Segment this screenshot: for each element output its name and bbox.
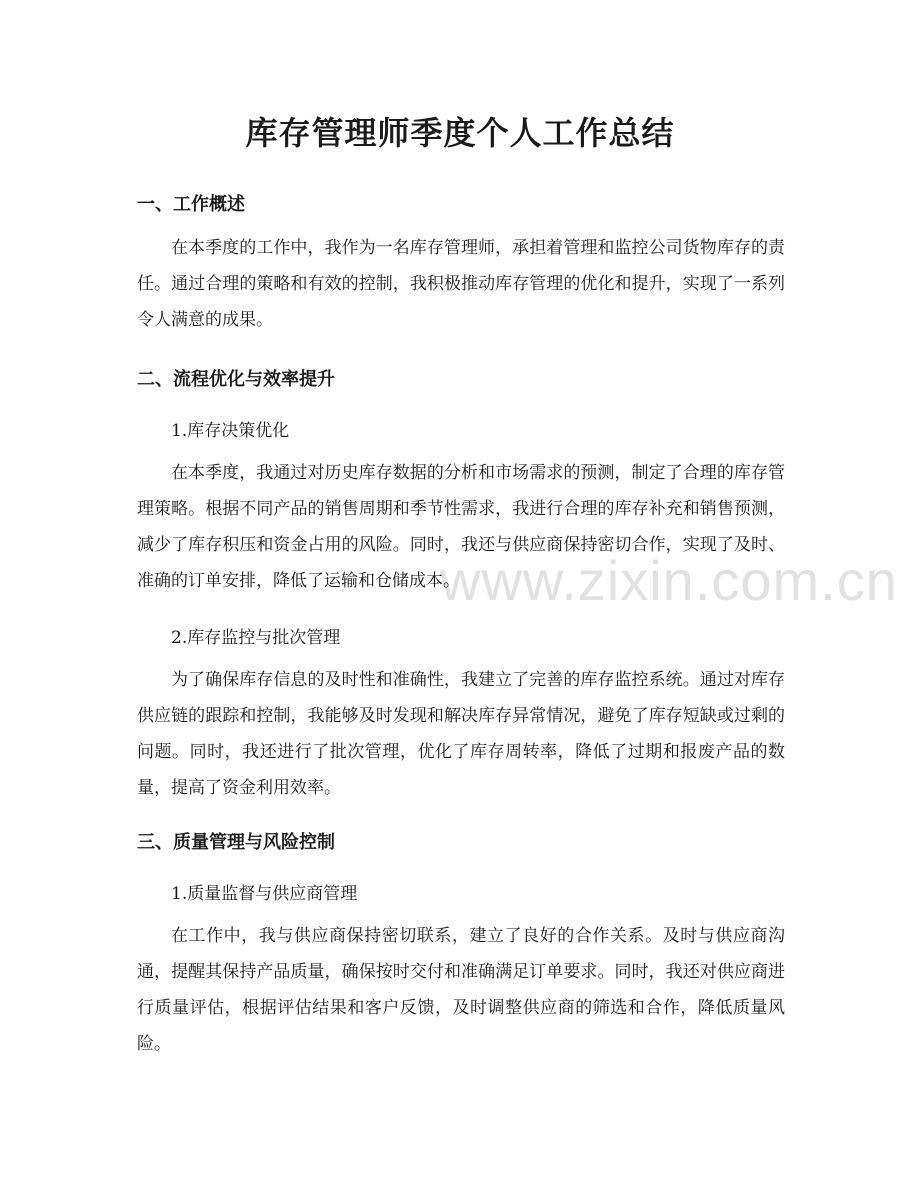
subsection-paragraph-quality-supervision: 在工作中，我与供应商保持密切联系，建立了良好的合作关系。及时与供应商沟通，提醒其保持产品质量，确保按时交付和准确满足订单要求。同时，我还对供应商进行质量评估，根据评估结果和客户反馈，及时调整供应商的筛选和合作，降低质量风险。 — [137, 926, 785, 1054]
section-heading-process: 二、流程优化与效率提升 — [137, 369, 335, 390]
subsection-paragraph-inventory-decision: 在本季度，我通过对历史库存数据的分析和市场需求的预测，制定了合理的库存管理策略。根据不同产品的销售周期和季节性需求，我进行合理的库存补充和销售预测，减少了库存积压和资金占用的风险。同时，我还与供应商保持密切合作，实现了及时、准确的订单安排，降低了运输和仓储成本。 — [137, 463, 785, 591]
subsection-paragraph-inventory-monitoring: 为了确保库存信息的及时性和准确性，我建立了完善的库存监控系统。通过对库存供应链的跟踪和控制，我能够及时发现和解决库存异常情况，避免了库存短缺或过剩的问题。同时，我还进行了批次管理，优化了库存周转率，降低了过期和报废产品的数量，提高了资金利用效率。 — [137, 670, 785, 798]
section-heading-quality: 三、质量管理与风险控制 — [137, 832, 335, 853]
page-title: 库存管理师季度个人工作总结 — [245, 114, 675, 152]
section-paragraph-overview: 在本季度的工作中，我作为一名库存管理师，承担着管理和监控公司货物库存的责任。通过合理的策略和有效的控制，我积极推动库存管理的优化和提升，实现了一系列令人满意的成果。 — [137, 238, 785, 330]
subsection-heading-inventory-monitoring: 2.库存监控与批次管理 — [171, 628, 341, 648]
subsection-heading-inventory-decision: 1.库存决策优化 — [171, 421, 290, 441]
watermark: www.zixin.com.cn — [440, 549, 898, 612]
subsection-heading-quality-supervision: 1.质量监督与供应商管理 — [171, 884, 358, 904]
section-heading-overview: 一、工作概述 — [137, 194, 245, 215]
